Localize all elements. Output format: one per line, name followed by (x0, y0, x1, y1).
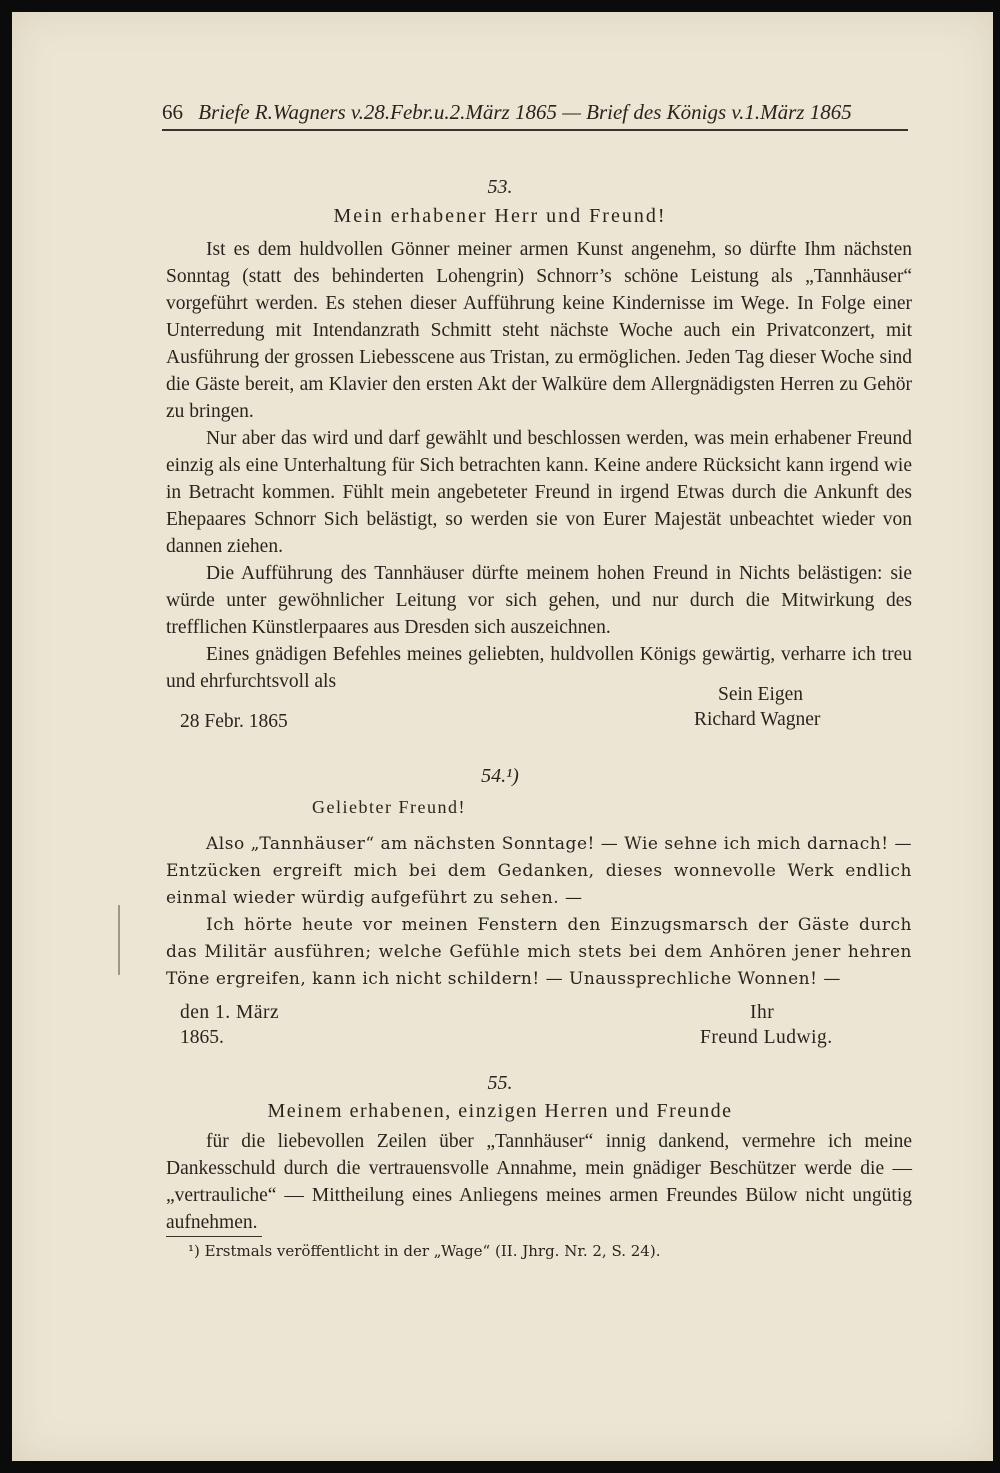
running-header (162, 100, 908, 131)
margin-pencil-mark (118, 905, 120, 975)
running-title: Briefe R.Wagners v.28.Febr.u.2.März 1865 — Brief des Königs v.1.März 1865 (198, 100, 852, 124)
letter-number: 53. (487, 176, 513, 198)
letter-closing: Ihr (750, 1002, 775, 1023)
page-number: 66 (162, 100, 183, 124)
letter-number: 55. (487, 1072, 513, 1094)
footnote: ¹) Erstmals veröffentlicht in der „Wage“ (II. Jhrg. Nr. 2, S. 24). (188, 1242, 661, 1260)
letter-salutation: Geliebter Freund! (312, 797, 466, 817)
letter-paragraph: Also „Tannhäuser“ am nächsten Sonntage! — Wie sehne ich mich darnach! — Entzücken ergreift mich bei dem Gedanken, dieses wonnevolle Werk endlich einmal wieder würdig aufgeführt zu sehen. — (166, 834, 912, 908)
letter-number: 54.¹) (481, 765, 519, 787)
letter-date-year: 1865. (180, 1027, 224, 1048)
letter-salutation: Mein erhabener Herr und Freund! (333, 205, 667, 227)
footnote-rule (166, 1236, 262, 1237)
letter-signature: Richard Wagner (694, 709, 821, 730)
letter-salutation: Meinem erhabenen, einzigen Herren und Freunde (267, 1100, 733, 1122)
letter-paragraph: Ich hörte heute vor meinen Fenstern den Einzugsmarsch der Gäste durch das Militär ausführen; welche Gefühle mich stets bei dem Anhören jener hehren Töne ergreifen, kann ich nicht schildern! — Unaussprechliche Wonnen! — (166, 915, 912, 989)
letter-paragraph: Eines gnädigen Befehles meines geliebten, huldvollen Königs gewärtig, verharre ich treu und ehrfurchtsvoll als (166, 644, 912, 692)
letter-paragraph: für die liebevollen Zeilen über „Tannhäuser“ innig dankend, vermehre ich meine Dankesschuld durch die vertrauensvolle Annahme, mein gnädiger Beschützer werde die — „vertrauliche“ — Mittheilung eines Anliegens meines armen Freundes Bülow nicht ungütig aufnehmen. (166, 1131, 912, 1233)
letter-signature: Freund Ludwig. (700, 1027, 833, 1048)
letter-date: 28 Febr. 1865 (180, 711, 288, 732)
letter-paragraph: Die Aufführung des Tannhäuser dürfte meinem hohen Freund in Nichts belästigen: sie würde unter gewöhnlicher Leitung vor sich gehen, und nur durch die Mitwirkung des trefflichen Künstlerpaares aus Dresden sich auszeichnen. (166, 563, 912, 638)
letter-date: den 1. März (180, 1002, 280, 1023)
letter-closing: Sein Eigen (718, 684, 804, 705)
letter-paragraph: Ist es dem huldvollen Gönner meiner armen Kunst angenehm, so dürfte Ihm nächsten Sonntag (statt des behinderten Lohengrin) Schnorr’s schöne Leistung als „Tannhäuser“ vorgeführt werden. Es stehen dieser Aufführung keine Kindernisse im Wege. In Folge einer Unterredung mit Intendanzrath Schmitt steht nächste Woche auch ein Privatconzert, mit Ausführung der grossen Liebesscene aus Tristan, zu ermöglichen. Jeden Tag dieser Woche sind die Gäste bereit, am Klavier den ersten Akt der Walküre dem Allergnädigsten Herren zu Gehör zu bringen. (166, 239, 912, 422)
letter-paragraph: Nur aber das wird und darf gewählt und beschlossen werden, was mein erhabener Freund einzig als eine Unterhaltung für Sich betrachten kann. Keine andere Rücksicht kann irgend wie in Betracht kommen. Fühlt mein angebeteter Freund in irgend Etwas durch die Ankunft des Ehepaares Schnorr Sich belästigt, so werden sie von Eurer Majestät unbeachtet wieder von dannen ziehen. (166, 428, 912, 557)
